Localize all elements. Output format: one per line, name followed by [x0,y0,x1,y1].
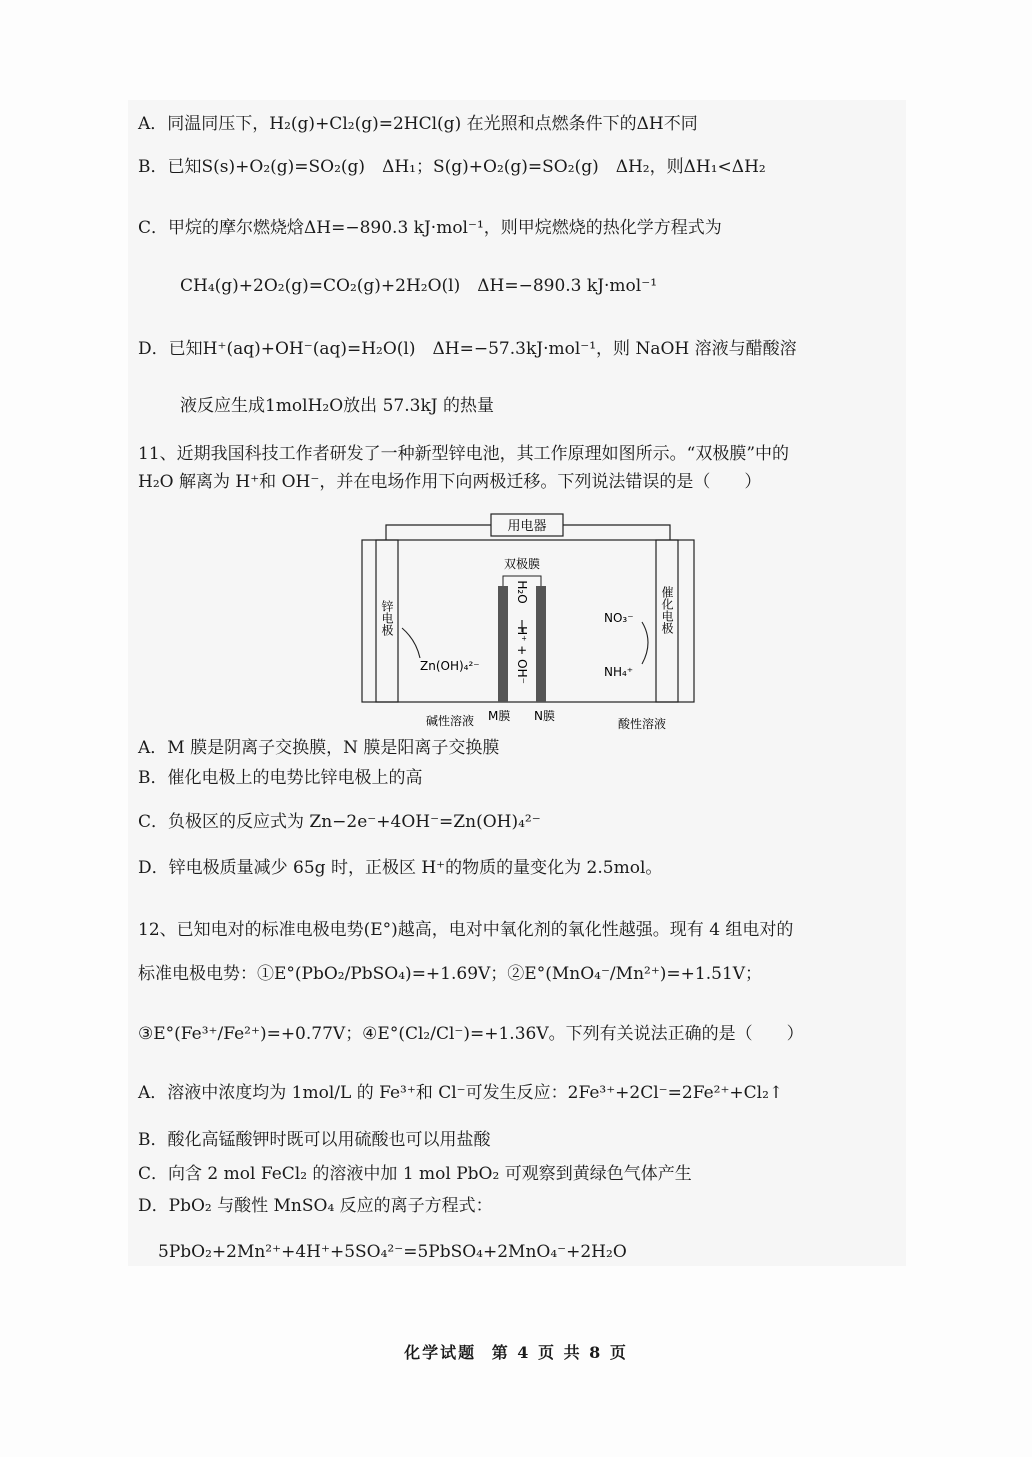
h-oh-label: H⁺ + OH⁻ [515,626,529,684]
water-label: H₂O [515,580,529,604]
nitrate-label: NO₃⁻ [604,611,634,625]
bipolar-label: 双极膜 [503,557,541,571]
option-label: D． [138,339,169,359]
zinc-electrode-label: 锌电极 [380,600,394,636]
n-membrane-label: N膜 [534,709,555,723]
option-label: C． [138,218,169,238]
q12-stem-line3: ③E°(Fe³⁺/Fe²⁺)=+0.77V；④E°(Cl₂/Cl⁻)=+1.36V。下列有关说法正确的是（ ） [138,1024,804,1044]
q12-option-d: D．PbO₂ 与酸性 MnSO₄ 反应的离子方程式： [138,1196,493,1216]
q12-stem-line1: 12、已知电对的标准电极电势(E°)越高，电对中氧化剂的氧化性越强。现有 4 组电对的 [138,920,794,940]
m-membrane-label: M膜 [488,709,511,723]
option-text: 已知H⁺(aq)+OH⁻(aq)=H₂O(l) ΔH=−57.3kJ·mol⁻¹，则 NaOH 溶液与醋酸溶 [168,339,797,359]
footer-subject: 化学试题 [404,1343,477,1362]
q12-option-a: A．溶液中浓度均为 1mol/L 的 Fe³⁺和 Cl⁻可发生反应：2Fe³⁺+2Cl⁻=2Fe²⁺+Cl₂↑ [138,1083,784,1103]
zincate-label: Zn(OH)₄²⁻ [420,659,480,673]
q12-option-b: B．酸化高锰酸钾时既可以用硫酸也可以用盐酸 [138,1130,491,1150]
q10-option-c-equation: CH₄(g)+2O₂(g)=CO₂(g)+2H₂O(l) ΔH=−890.3 kJ·mol⁻¹ [180,276,658,296]
zinc-battery-diagram [358,510,698,740]
q10-option-d [138,337,797,361]
option-label: B． [138,157,168,177]
page-footer [0,1340,1032,1363]
q11-option-c: C．负极区的反应式为 Zn−2e⁻+4OH⁻=Zn(OH)₄²⁻ [138,812,541,832]
q12-option-d-equation: 5PbO₂+2Mn²⁺+4H⁺+5SO₄²⁻=5PbSO₄+2MnO₄⁻+2H₂O [158,1242,627,1262]
q11-option-d: D．锌电极质量减少 65g 时，正极区 H⁺的物质的量变化为 2.5mol。 [138,858,663,878]
option-text: 甲烷的摩尔燃烧焓ΔH=−890.3 kJ·mol⁻¹，则甲烷燃烧的热化学方程式为 [168,218,722,238]
q10-option-a [138,112,698,136]
catalytic-electrode-label: 催化电极 [660,586,674,634]
q12-stem-line2: 标准电极电势：①E°(PbO₂/PbSO₄)=+1.69V；②E°(MnO₄⁻/Mn²⁺)=+1.51V； [138,964,763,984]
q11-stem-line2: H₂O 解离为 H⁺和 OH⁻，并在电场作用下向两极迁移。下列说法错误的是（ ） [138,472,762,492]
q11-option-a: A．M 膜是阴离子交换膜，N 膜是阳离子交换膜 [138,738,500,758]
ammonium-label: NH₄⁺ [604,665,634,679]
acidic-label: 酸性溶液 [618,717,667,731]
q12-option-c: C．向含 2 mol FeCl₂ 的溶液中加 1 mol PbO₂ 可观察到黄绿色气体产生 [138,1164,692,1184]
m-membrane [498,586,508,702]
option-text: 已知S(s)+O₂(g)=SO₂(g) ΔH₁；S(g)+O₂(g)=SO₂(g) ΔH₂，则ΔH₁<ΔH₂ [167,157,766,177]
footer-page: 第 4 页 共 8 页 [491,1343,628,1362]
q10-option-b [138,155,766,179]
n-membrane [536,586,546,702]
alkaline-label: 碱性溶液 [426,714,475,728]
option-text: 同温同压下，H₂(g)+Cl₂(g)=2HCl(g) 在光照和点燃条件下的ΔH不同 [167,114,698,134]
load-label: 用电器 [507,519,547,534]
q11-option-b: B．催化电极上的电势比锌电极上的高 [138,768,423,788]
option-label: A． [138,114,168,134]
q10-option-c [138,216,722,240]
q10-option-d-cont: 液反应生成1molH₂O放出 57.3kJ 的热量 [180,396,494,416]
q11-stem-line1: 11、近期我国科技工作者研发了一种新型锌电池，其工作原理如图所示。“双极膜”中的 [138,444,790,464]
